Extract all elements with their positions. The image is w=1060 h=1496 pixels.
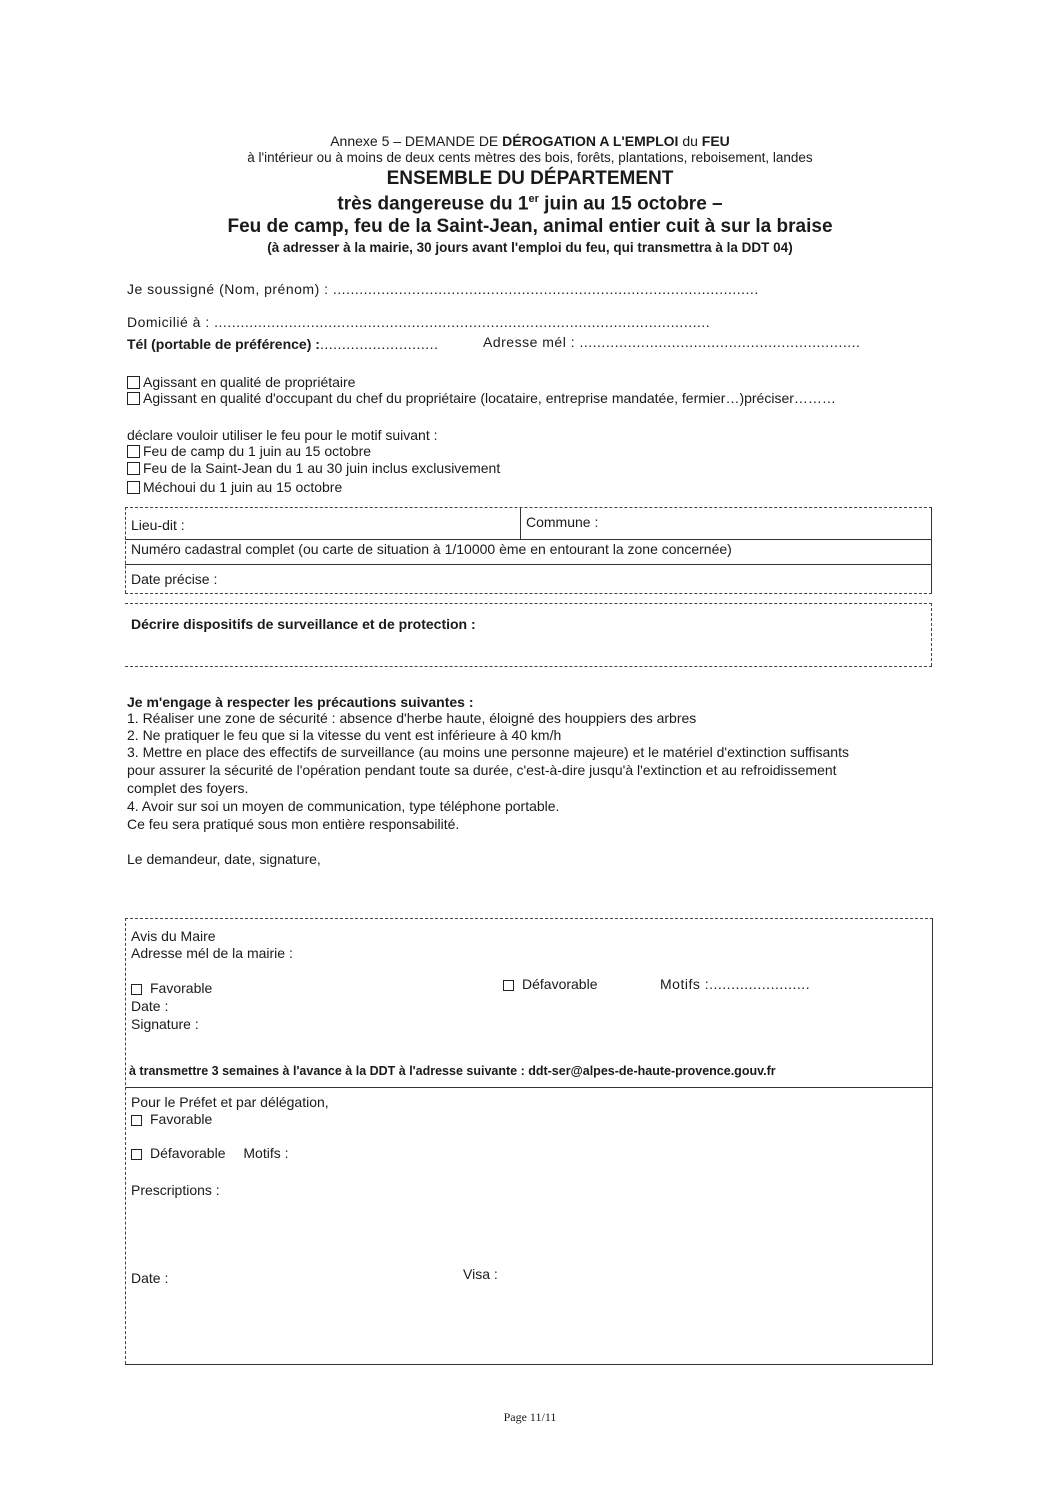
title-departement: ENSEMBLE DU DÉPARTEMENT [386,168,674,189]
prefet-favorable[interactable]: Favorable [131,1111,212,1127]
qualite-proprietaire[interactable]: Agissant en qualité de propriétaire [127,374,355,390]
checkbox-prefet-favorable[interactable] [131,1115,142,1126]
checkbox-maire-defavorable[interactable] [503,980,514,991]
tel-field[interactable]: Tél (portable de préférence) :........................... [127,336,439,352]
lieudit-field[interactable]: Lieu-dit : [131,517,185,533]
motif-mechoui[interactable]: Méchoui du 1 juin au 15 octobre [127,479,342,495]
maire-defavorable[interactable]: Défavorable [503,976,598,992]
maire-motifs-field[interactable]: Motifs :....................... [660,976,811,992]
cadastre-field[interactable]: Numéro cadastral complet (ou carte de situation à 1/10000 ème en entourant la zone concernée) [131,541,732,557]
prefet-motifs-field[interactable]: Motifs : [243,1145,289,1161]
prefet-defavorable[interactable]: Défavorable Motifs : [131,1145,289,1161]
maire-signature-field[interactable]: Signature : [131,1016,199,1032]
visa-field[interactable]: Visa : [463,1266,498,1282]
annex-line: Annexe 5 – DEMANDE DE DÉROGATION A L'EMPLOI du FEU [330,133,730,149]
engagement-item-1: 1. Réaliser une zone de sécurité : absence d'herbe haute, éloigné des houppiers des arbres [127,710,697,726]
prefet-title: Pour le Préfet et par délégation, [131,1094,329,1110]
mairie-mail-field[interactable]: Adresse mél de la mairie : [131,945,293,961]
prescriptions-field[interactable]: Prescriptions : [131,1182,220,1198]
checkbox-mechoui[interactable] [127,481,140,494]
surveillance-label[interactable]: Décrire dispositifs de surveillance et de protection : [131,616,476,632]
page-number: Page 11/11 [503,1410,557,1424]
commune-field[interactable]: Commune : [526,514,599,530]
avis-maire-title: Avis du Maire [131,928,216,944]
engagement-item-2: 2. Ne pratiquer le feu que si la vitesse du vent est inférieure à 40 km/h [127,727,562,743]
engagement-item-3a: 3. Mettre en place des effectifs de surveillance (au moins une personne majeure) et le matériel d'extinction suffisants [127,744,849,760]
maire-date-field[interactable]: Date : [131,998,169,1014]
maire-favorable[interactable]: Favorable [131,980,212,996]
engagement-item-3c: complet des foyers. [127,780,249,796]
header-scope: à l'intérieur ou à moins de deux cents mètres des bois, forêts, plantations, reboisement, landes [247,150,813,165]
engagement-item-3b: pour assurer la sécurité de l'opération pendant toute sa durée, c'est-à-dire jusqu'à l'extinction et au refroidissement [127,762,837,778]
transmit-instructions: à transmettre 3 semaines à l'avance à la DDT à l'adresse suivante : ddt-ser@alpes-de-haute-provence.gouv.fr [129,1064,776,1078]
prefet-date-field[interactable]: Date : [131,1270,169,1286]
subtitle-address: (à adresser à la mairie, 30 jours avant l'emploi du feu, qui transmettra à la DDT 04) [267,240,793,255]
motif-intro: déclare vouloir utiliser le feu pour le motif suivant : [127,427,438,443]
signature-label[interactable]: Le demandeur, date, signature, [127,851,321,867]
title-feux: Feu de camp, feu de la Saint-Jean, animal entier cuit à sur la braise [227,216,833,237]
motif-saint-jean[interactable]: Feu de la Saint-Jean du 1 au 30 juin inclus exclusivement [127,460,500,476]
qualite-occupant[interactable]: Agissant en qualité d'occupant du chef du propriétaire (locataire, entreprise mandatée, fermier…)préciser……… [127,390,836,406]
checkbox-proprietaire[interactable] [127,376,140,389]
responsibility-text: Ce feu sera pratiqué sous mon entière responsabilité. [127,816,460,832]
title-period: très dangereuse du 1er juin au 15 octobre – [337,193,723,215]
checkbox-maire-favorable[interactable] [131,984,142,995]
motif-feu-de-camp[interactable]: Feu de camp du 1 juin au 15 octobre [127,443,371,459]
engagement-title: Je m'engage à respecter les précautions suivantes : [127,694,474,710]
mail-field[interactable]: Adresse mél : ................................................................ [483,334,861,350]
engagement-item-4: 4. Avoir sur soi un moyen de communication, type téléphone portable. [127,798,560,814]
domicile-field[interactable]: Domicilié à : ................................................................................................................. [127,314,711,330]
soussigne-field[interactable]: Je soussigné (Nom, prénom) : ................................................................................................. [127,281,759,297]
checkbox-prefet-defavorable[interactable] [131,1149,142,1160]
date-field[interactable]: Date précise : [131,571,218,587]
checkbox-feu-de-camp[interactable] [127,445,140,458]
checkbox-occupant[interactable] [127,392,140,405]
checkbox-saint-jean[interactable] [127,462,140,475]
